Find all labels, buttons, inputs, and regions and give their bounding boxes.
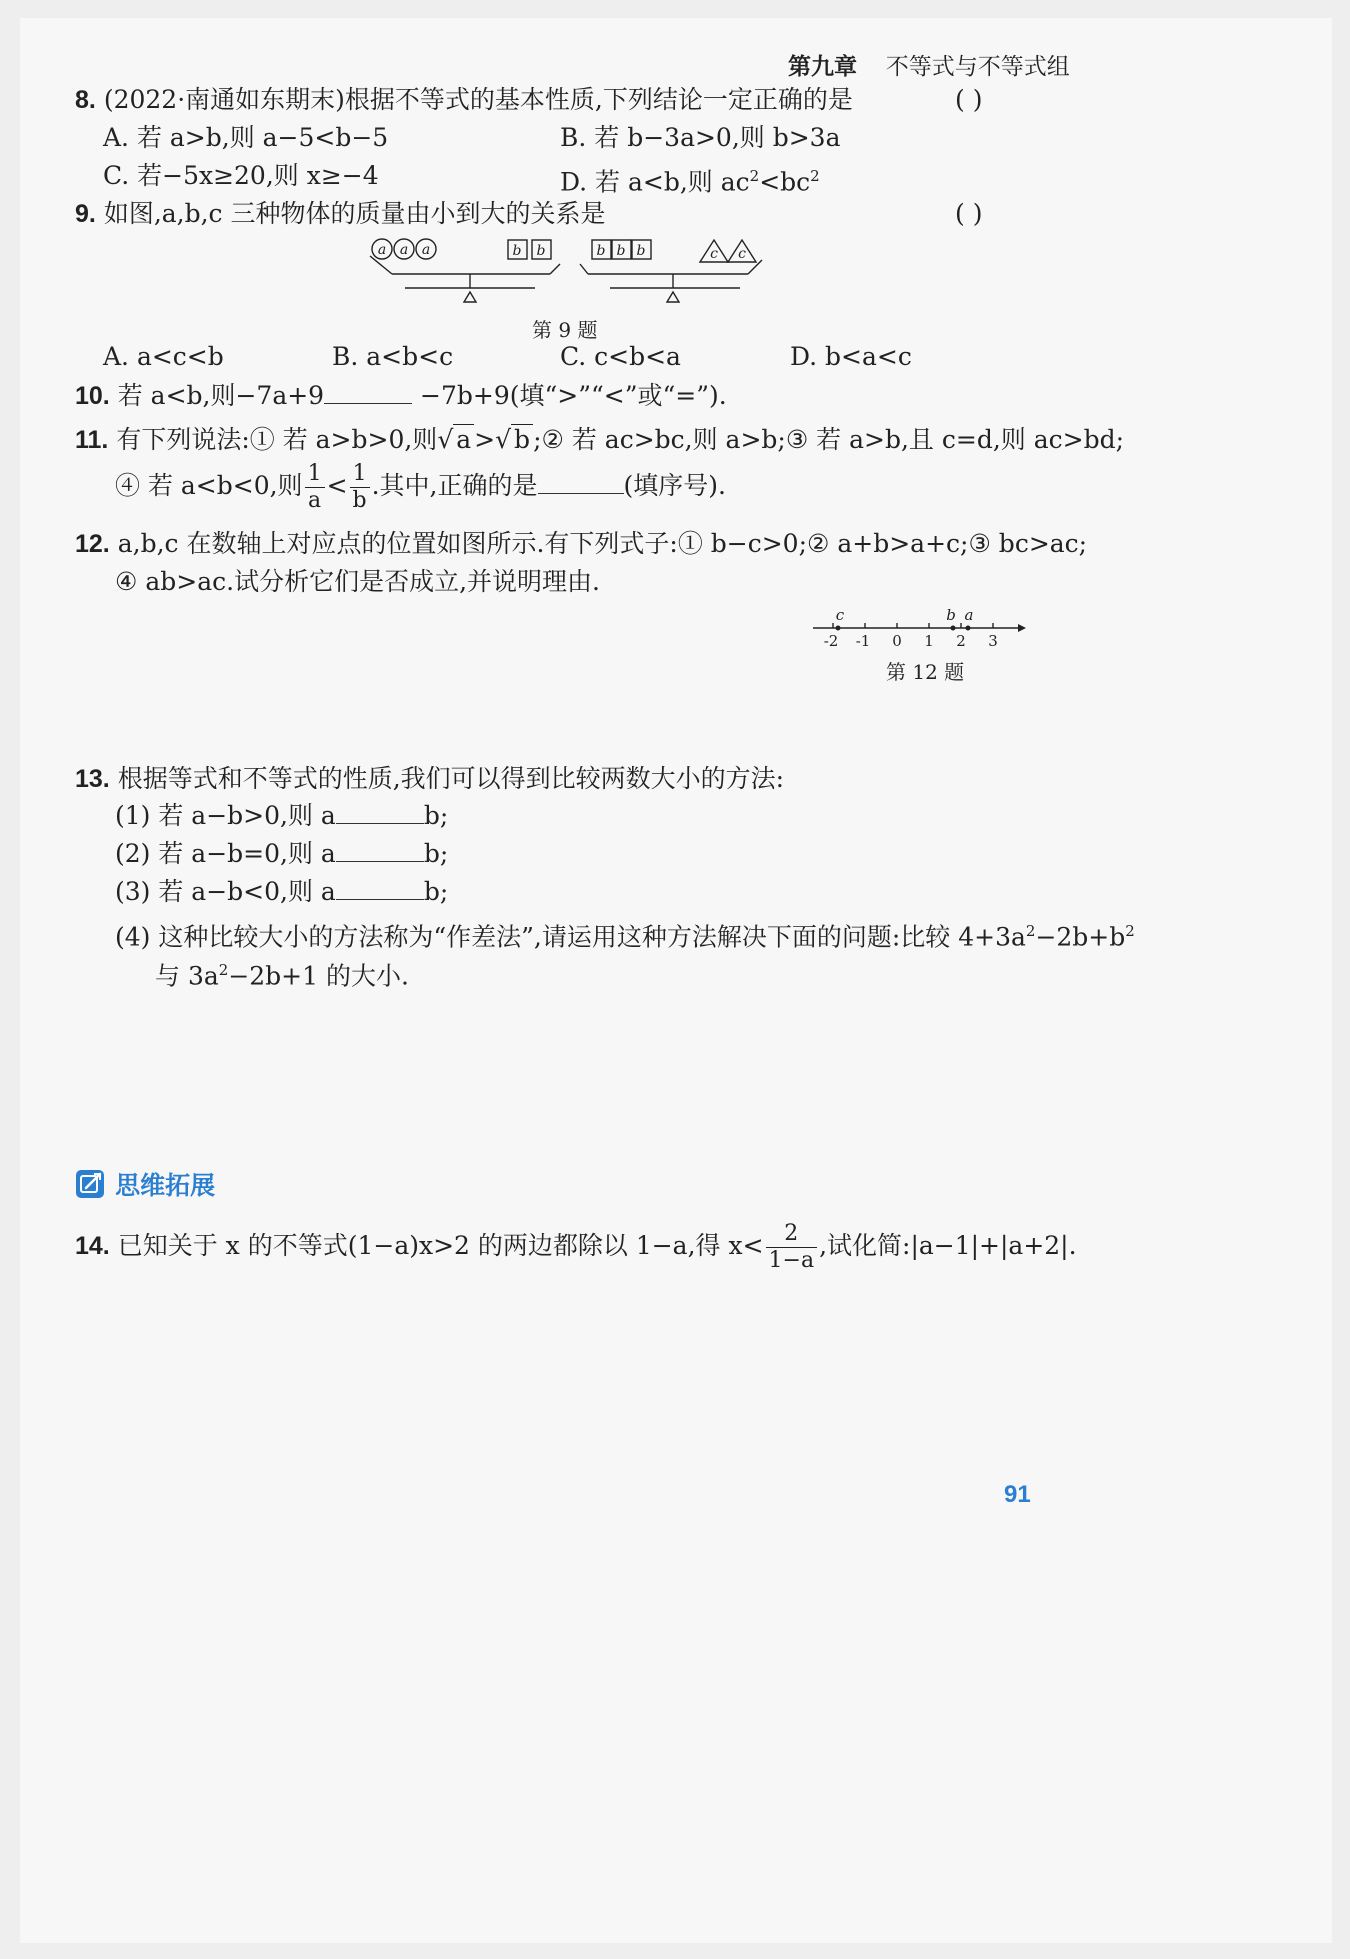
q9-option-a: A. a<c<b bbox=[103, 342, 224, 371]
q8-answer-paren: ( ) bbox=[955, 85, 983, 114]
q8-option-c: C. 若−5x≥20,则 x≥−4 bbox=[103, 161, 379, 190]
q13-part2: (2) 若 a−b=0,则 a b; bbox=[115, 839, 449, 868]
tick-label: 0 bbox=[892, 632, 902, 650]
q8-option-a: A. 若 a>b,则 a−5<b−5 bbox=[103, 123, 389, 152]
tick-label: -2 bbox=[823, 632, 839, 650]
fraction-1-over-a: $\frac{1}{a}$ bbox=[305, 461, 325, 514]
q9-fig-label-c1: c bbox=[710, 246, 718, 262]
q13-blank-1[interactable] bbox=[336, 801, 424, 824]
q12-figure-caption: 第 12 题 bbox=[886, 660, 965, 684]
q8-option-b: B. 若 b−3a>0,则 b>3a bbox=[560, 123, 841, 152]
q11-answer-blank[interactable] bbox=[538, 471, 624, 494]
q9-fig-label-a1: a bbox=[377, 242, 387, 258]
tick-label: 1 bbox=[924, 632, 934, 650]
q9-fig-label-c2: c bbox=[738, 246, 746, 262]
q9-fig-label-a3: a bbox=[421, 242, 431, 258]
q9-option-b: B. a<b<c bbox=[332, 342, 454, 371]
chapter-label: 第九章 bbox=[788, 53, 857, 79]
q9-figure-caption: 第 9 题 bbox=[532, 318, 598, 342]
q12-number-line bbox=[808, 590, 1038, 650]
q8-option-d: D. 若 a<b,则 $ac^2<bc^2$ bbox=[560, 167, 820, 197]
point-label-b: b bbox=[946, 606, 956, 624]
q13-blank-3[interactable] bbox=[336, 877, 424, 900]
expand-thinking-icon bbox=[74, 1168, 106, 1200]
q9-option-d: D. b<a<c bbox=[790, 342, 912, 371]
q10: 10. 若 a<b,则−7a+9 −7b+9(填“>”“<”或“=”). bbox=[75, 381, 727, 410]
chapter-header bbox=[788, 48, 1070, 81]
point-label-a: a bbox=[964, 606, 974, 624]
tick-label: 2 bbox=[956, 632, 966, 650]
q9-fig-label-b2: b bbox=[536, 243, 546, 259]
point-label-c: c bbox=[835, 606, 845, 624]
section-header bbox=[74, 1166, 215, 1198]
q9-stem: 9. 如图,a,b,c 三种物体的质量由小到大的关系是 bbox=[75, 199, 606, 228]
q8-stem: 8. (2022·南通如东期末)根据不等式的基本性质,下列结论一定正确的是 bbox=[75, 85, 853, 114]
q11-line2: ④ 若 a<b<0,则 $\frac{1}{a}$ < $\frac{1}{b}$ .其中,正确的是 (填序号). bbox=[115, 461, 726, 513]
q9-fig-label-b1: b bbox=[512, 243, 522, 259]
q9-fig-label-a2: a bbox=[399, 242, 409, 258]
tick-label: 3 bbox=[988, 632, 998, 650]
q13-part4-line1: (4) 这种比较大小的方法称为“作差法”,请运用这种方法解决下面的问题:比较 $4+3a^2-2b+b^2$ bbox=[115, 922, 1135, 952]
q12-line1: 12. a,b,c 在数轴上对应点的位置如图所示.有下列式子:① b−c>0;② a+b>a+c;③ bc>ac; bbox=[75, 529, 1088, 558]
q9-fig-label-b5: b bbox=[636, 243, 646, 259]
q14: 14. 已知关于 x 的不等式(1−a)x>2 的两边都除以 1−a,得 x< $\frac{2}{1-a}$ ,试化简:|a−1|+|a+2|. bbox=[75, 1221, 1077, 1273]
q13-part3: (3) 若 a−b<0,则 a b; bbox=[115, 877, 449, 906]
page bbox=[20, 18, 1332, 1943]
q9-balance-figure bbox=[360, 236, 800, 311]
tick-label: -1 bbox=[855, 632, 871, 650]
section-title: 思维拓展 bbox=[115, 1172, 216, 1200]
q9-fig-label-b3: b bbox=[596, 243, 606, 259]
page-number: 91 bbox=[1004, 1481, 1031, 1508]
q13-stem: 13. 根据等式和不等式的性质,我们可以得到比较两数大小的方法: bbox=[75, 764, 785, 793]
q13-part1: (1) 若 a−b>0,则 a b; bbox=[115, 801, 449, 830]
q9-answer-paren: ( ) bbox=[955, 199, 983, 228]
q9-fig-label-b4: b bbox=[616, 243, 626, 259]
q12-line2: ④ ab>ac.试分析它们是否成立,并说明理由. bbox=[115, 567, 600, 596]
fraction-1-over-b: $\frac{1}{b}$ bbox=[350, 461, 370, 514]
fraction-2-over-1-minus-a: $\frac{2}{1-a}$ bbox=[766, 1221, 818, 1274]
q9-option-c: C. c<b<a bbox=[560, 342, 681, 371]
q13-part4-line2: 与 $3a^2-2b+1$ 的大小. bbox=[155, 961, 409, 991]
q10-answer-blank[interactable] bbox=[324, 381, 412, 404]
chapter-title: 不等式与不等式组 bbox=[885, 53, 1070, 79]
q11-line1: 11. 有下列说法:① 若 a>b>0,则√ a >√ b ;② 若 ac>bc,则 a>b;③ 若 a>b,且 c=d,则 ac>bd; bbox=[75, 425, 1125, 454]
q13-blank-2[interactable] bbox=[336, 839, 424, 862]
